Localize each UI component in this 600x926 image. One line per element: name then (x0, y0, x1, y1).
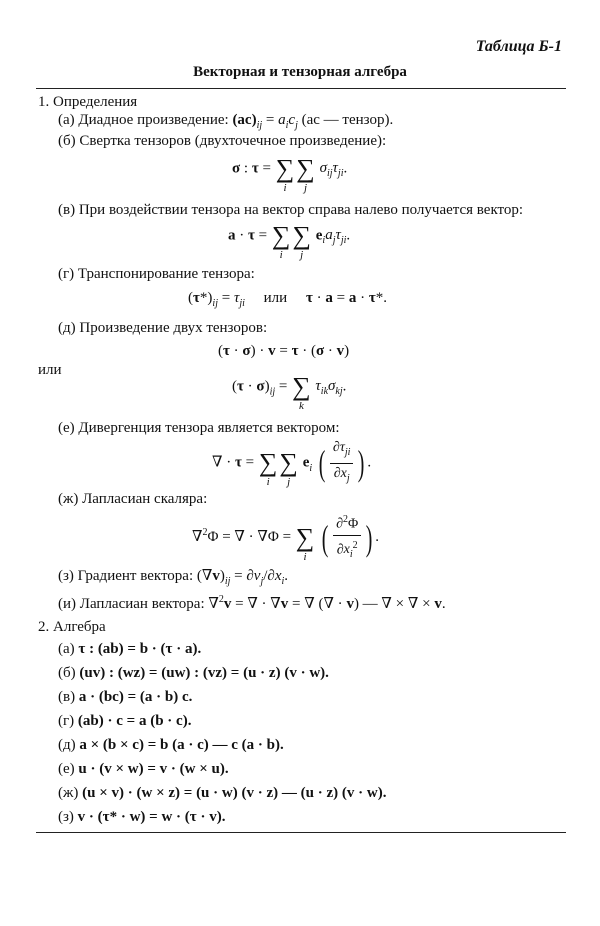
def-i: (и) Лапласиан вектора: ∇$^2$v = ∇ · ∇v = ∇ (∇ · v) — ∇ × ∇ × v. (58, 594, 446, 612)
alg-e: (д) a × (b × c) = b (a · c) — c (a · b). (58, 737, 284, 753)
alg-h: (з) v · (τ* · w) = w · (τ · v). (58, 809, 226, 825)
formula-e1: (τ · σ) · v = τ · (σ · v) (218, 343, 350, 359)
def-f: (е) Дивергенция тензора является вектором: (58, 420, 340, 436)
formula-e2: $(\tau \cdot \sigma)_{ij}$ = ∑ k $\tau_{ik}\sigma_{kj}$. (232, 372, 347, 412)
bottom-rule (36, 832, 566, 833)
alg-f: (е) u · (v × w) = v · (w × u). (58, 761, 229, 777)
def-d: (г) Транспонирование тензора: (58, 266, 255, 282)
formula-f: ∇ · τ = ∑ i ∑ j $e_i$ ( $\frac{\partial\tau_{ji}}{\partial x_j}$ ) . (212, 440, 372, 489)
def-b: (б) Свертка тензоров (двухточечное произведение): (58, 133, 387, 149)
def-e: (д) Произведение двух тензоров: (58, 320, 268, 336)
def-c: (в) При воздействии тензора на вектор справа налево получается вектор: (58, 202, 524, 218)
def-a: (а) Диадное произведение: $(ac)_{ij} = a_ic_j$ (ac — тензор). (58, 112, 394, 131)
def-g: (ж) Лапласиан скаляра: (58, 491, 208, 507)
alg-d: (г) (ab) · c = a (b · c). (58, 713, 192, 729)
def-h: (з) Градиент вектора: $(\nabla v)_{ij} = \partial v_j/\partial x_i$. (58, 568, 289, 587)
formula-c: a · τ = ∑ i ∑ j $e_ia_j\tau_{ji}$. (228, 221, 351, 261)
formula-g: ∇$^2$Φ = ∇ · ∇Φ = ∑ i ( $\frac{\partial^2\Phi}{\partial x_i^2}$ ) . (192, 514, 379, 563)
alg-c: (в) a · (bc) = (a · b) c. (58, 689, 193, 705)
alg-g: (ж) (u × v) · (w × z) = (u · w) (v · z) — (u · z) (v · w). (58, 785, 387, 801)
table-title: Векторная и тензорная алгебра (193, 64, 407, 80)
section-1-heading: 1. Определения (38, 94, 138, 110)
formula-b: σ : τ = ∑ i ∑ j $\sigma_{ij}\tau_{ji}$. (232, 154, 348, 194)
table-label: Таблица Б-1 (475, 38, 562, 55)
alg-a: (а) τ : (ab) = b · (τ · a). (58, 641, 202, 657)
connector-or: или (38, 362, 62, 378)
top-rule (36, 88, 566, 89)
alg-b: (б) (uv) : (wz) = (uw) : (vz) = (u · z) (v · w). (58, 665, 329, 681)
section-2-heading: 2. Алгебра (38, 619, 106, 635)
formula-d: $(\tau*)_{ij} = \tau_{ji}$ или τ · a = a · τ*. (188, 290, 387, 309)
